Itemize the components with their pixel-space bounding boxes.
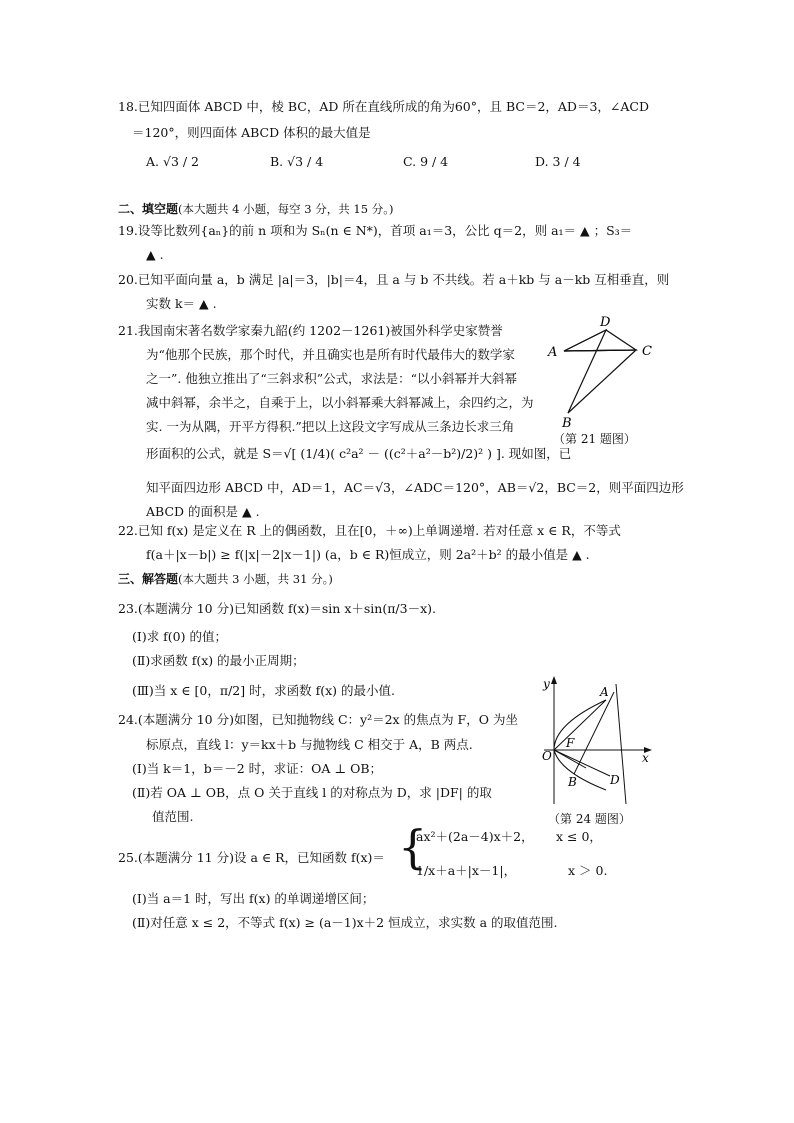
q18-option-d: D. 3 / 4 xyxy=(535,154,581,169)
fig24-label-o: O xyxy=(542,749,552,763)
q25-case2-expr: 1/x＋a＋|x－1|， xyxy=(416,863,517,878)
q21-line8: ABCD 的面积是 ▲ . xyxy=(146,504,260,519)
q25-brace: { xyxy=(398,820,428,874)
section3-subtitle: (本大题共 3 小题，共 31 分。) xyxy=(178,572,333,586)
q22-line1: 22.已知 f(x) 是定义在 R 上的偶函数，且在[0，＋∞)上单调递增. 若对任意 x ∈ R，不等式 xyxy=(118,523,621,538)
figure-21-caption: （第 21 题图） xyxy=(553,432,636,446)
fig24-label-a: A xyxy=(600,685,609,699)
q20-line2: 实数 k＝ ▲ . xyxy=(146,296,217,311)
q21-line1: 21.我国南宋著名数学家秦九韶(约 1202－1261)被国外科学史家赞誉 xyxy=(118,323,503,338)
q25-case1-cond: x ≤ 0， xyxy=(556,829,602,844)
q21-line7: 知平面四边形 ABCD 中，AD＝1，AC＝√3，∠ADC＝120°，AB＝√2，BC＝2，则平面四边形 xyxy=(146,480,684,495)
fig24-label-x: x xyxy=(642,751,649,765)
q25-line2: (Ⅰ)当 a＝1 时，写出 f(x) 的单调递增区间； xyxy=(132,891,375,906)
fig24-label-y: y xyxy=(543,677,550,691)
figure-21-quadrilateral xyxy=(538,310,668,430)
fig24-label-f: F xyxy=(566,736,575,750)
figure-24-caption: （第 24 题图） xyxy=(548,812,631,826)
q21-line5: 实. 一为从隅，开平方得积.”把以上这段文字写成从三条边长求三角 xyxy=(146,419,515,434)
q18-line1: 18.已知四面体 ABCD 中，棱 BC，AD 所在直线所成的角为60°，且 BC＝2，AD＝3，∠ACD xyxy=(118,99,649,114)
q19-line1: 19.设等比数列{aₙ}的前 n 项和为 Sₙ(n ∈ N*)，首项 a₁＝3，公比 q＝2，则 a₁＝ ▲ ；S₃＝ xyxy=(118,223,633,238)
q18-option-c: C. 9 / 4 xyxy=(403,154,449,169)
q25-case2-cond: x ＞ 0. xyxy=(568,863,608,878)
q23-line3: (Ⅱ)求函数 f(x) 的最小正周期； xyxy=(132,653,305,668)
q19-line2: ▲ . xyxy=(146,247,164,262)
q21-line2: 为“他那个民族，那个时代，并且确实也是所有时代最伟大的数学家 xyxy=(146,347,515,362)
q24-line1: 24.(本题满分 10 分)如图，已知抛物线 C：y²＝2x 的焦点为 F，O 为坐 xyxy=(118,712,518,727)
q25-case1-expr: ax²＋(2a－4)x＋2， xyxy=(416,829,534,844)
section2-title: 二、填空题 xyxy=(118,202,179,216)
q25-line3: (Ⅱ)对任意 x ≤ 2，不等式 f(x) ≥ (a－1)x＋2 恒成立，求实数 a 的取值范围. xyxy=(132,915,558,930)
q24-line2: 标原点，直线 l：y＝kx＋b 与抛物线 C 相交于 A，B 两点. xyxy=(146,737,473,752)
q24-line5: 值范围. xyxy=(152,809,194,824)
q20-line1: 20.已知平面向量 a，b 满足 |a|＝3，|b|＝4，且 a 与 b 不共线。若 a＋kb 与 a－kb 互相垂直，则 xyxy=(118,272,670,287)
q23-line2: (Ⅰ)求 f(0) 的值； xyxy=(132,629,227,644)
q23-line1: 23.(本题满分 10 分)已知函数 f(x)＝sin x＋sin(π/3－x). xyxy=(118,601,436,616)
q18-option-a: A. √3 / 2 xyxy=(146,154,200,169)
q18-line2: ＝120°，则四面体 ABCD 体积的最大值是 xyxy=(132,125,371,140)
figure-24-parabola xyxy=(530,672,660,810)
fig21-label-d: D xyxy=(600,315,611,330)
fig21-label-a: A xyxy=(548,345,558,360)
q18-option-b: B. √3 / 4 xyxy=(270,154,324,169)
q21-line4: 减中斜幂，余半之，自乘于上，以小斜幂乘大斜幂减上，余四约之，为 xyxy=(146,395,534,410)
q21-line6: 形面积的公式，就是 S＝√[ (1/4)( c²a² － ((c²＋a²－b²)/2)² ) ]. 现如图，已 xyxy=(146,446,572,461)
fig21-label-c: C xyxy=(642,344,652,359)
q24-line4: (Ⅱ)若 OA ⊥ OB，点 O 关于直线 l 的对称点为 D，求 |DF| 的取 xyxy=(132,785,492,800)
section3-title: 三、解答题 xyxy=(118,572,179,586)
q23-line4: (Ⅲ)当 x ∈ [0，π/2] 时，求函数 f(x) 的最小值. xyxy=(132,683,395,698)
section2-heading xyxy=(118,200,393,218)
q25-lead: 25.(本题满分 11 分)设 a ∈ R，已知函数 f(x)＝ xyxy=(118,850,385,865)
section3-heading xyxy=(118,570,333,588)
fig21-label-b: B xyxy=(562,416,572,430)
fig24-label-b: B xyxy=(568,775,577,789)
section2-subtitle: (本大题共 4 小题，每空 3 分，共 15 分。) xyxy=(178,202,394,216)
fig24-label-d: D xyxy=(610,773,620,787)
q24-line3: (Ⅰ)当 k＝1，b＝－2 时，求证：OA ⊥ OB； xyxy=(132,761,383,776)
q21-line3: 之一”. 他独立推出了“三斜求积”公式，求法是：“以小斜幂并大斜幂 xyxy=(146,371,518,386)
q22-line2: f(a＋|x－b|) ≥ f(|x|－2|x－1|) (a，b ∈ R)恒成立，则 2a²＋b² 的最小值是 ▲ . xyxy=(146,547,590,562)
